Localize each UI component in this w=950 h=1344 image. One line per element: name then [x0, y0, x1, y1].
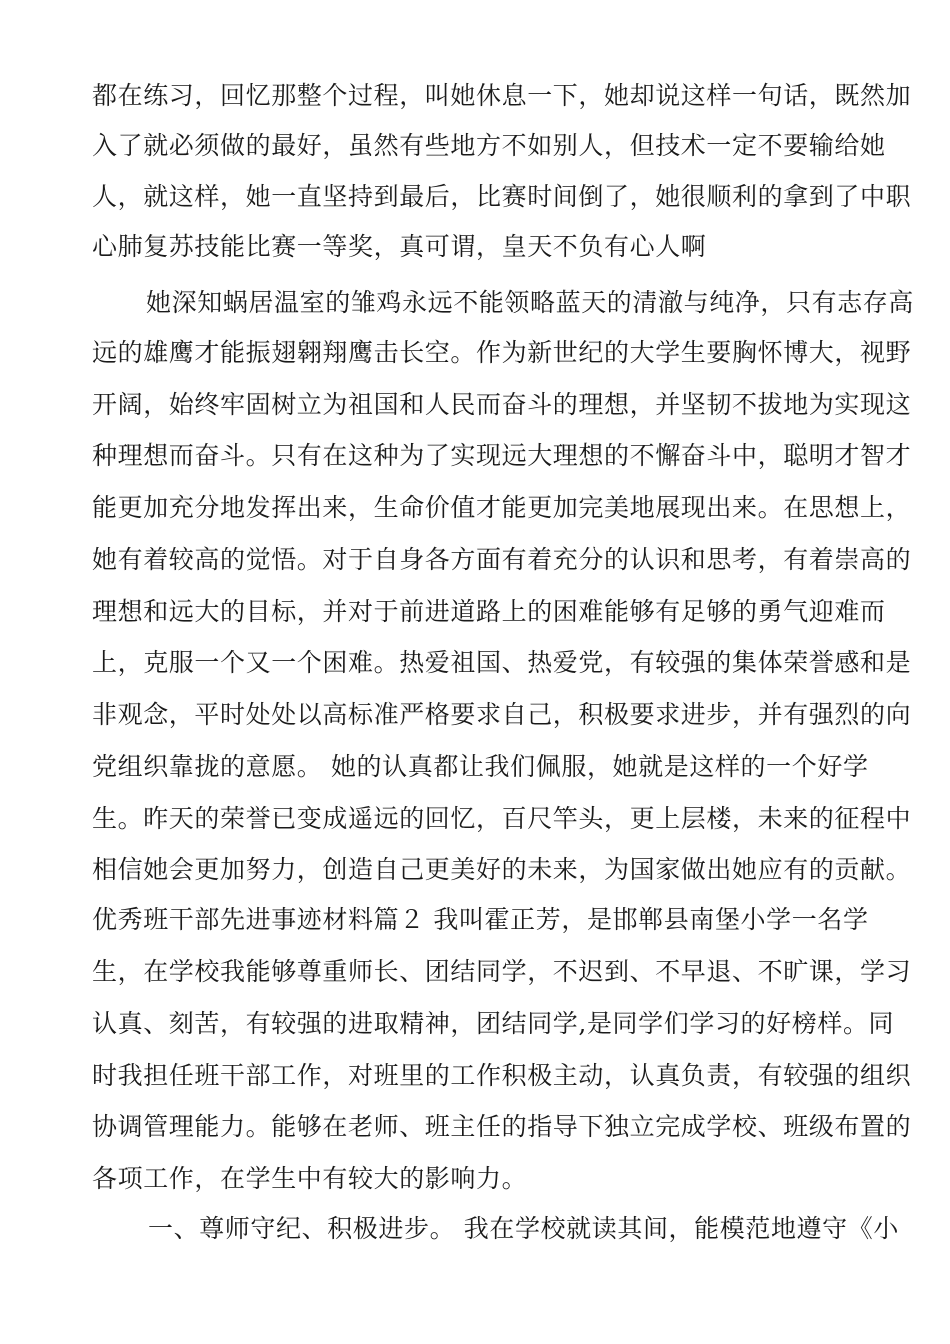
text-line: 相信她会更加努力，创造自己更美好的未来，为国家做出她应有的贡献。 — [92, 855, 912, 884]
text-line: 上，克服一个又一个困难。热爱祖国、热爱党，有较强的集体荣誉感和是 — [92, 648, 912, 677]
text-line: 人，就这样，她一直坚持到最后，比赛时间倒了，她很顺利的拿到了中职 — [92, 182, 912, 211]
text-line: 种理想而奋斗。只有在这种为了实现远大理想的不懈奋斗中，聪明才智才 — [92, 441, 912, 470]
paragraph-first-line: 她深知蜗居温室的雏鸡永远不能领略蓝天的清澈与纯净，只有志存高 — [146, 288, 915, 317]
text-line: 理想和远大的目标，并对于前进道路上的困难能够有足够的勇气迎难而 — [92, 597, 886, 626]
text-line: 她有着较高的觉悟。对于自身各方面有着充分的认识和思考，有着崇高的 — [92, 545, 912, 574]
text-line: 入了就必须做的最好，虽然有些地方不如别人，但技术一定不要输给她 — [92, 131, 886, 160]
text-line: 时我担任班干部工作，对班里的工作积极主动，认真负责，有较强的组织 — [92, 1061, 912, 1090]
text-line: 党组织靠拢的意愿。 她的认真都让我们佩服，她就是这样的一个好学 — [92, 752, 869, 781]
numbered-point-line: 一、尊师守纪、积极进步。 我在学校就读其间，能模范地遵守《小 — [148, 1214, 899, 1243]
text-line: 生，在学校我能够尊重师长、团结同学，不迟到、不早退、不旷课，学习 — [92, 957, 912, 986]
text-line: 协调管理能力。能够在老师、班主任的指导下独立完成学校、班级布置的 — [92, 1112, 912, 1141]
section-heading-line: 优秀班干部先进事迹材料篇２ 我叫霍正芳，是邯郸县南堡小学一名学 — [92, 905, 869, 934]
text-line: 远的雄鹰才能振翅翱翔鹰击长空。作为新世纪的大学生要胸怀博大，视野 — [92, 338, 912, 367]
text-line: 生。昨天的荣誉已变成遥远的回忆，百尺竿头，更上层楼，未来的征程中 — [92, 804, 912, 833]
text-line: 能更加充分地发挥出来，生命价值才能更加完美地展现出来。在思想上， — [92, 493, 912, 522]
text-line: 都在练习，回忆那整个过程，叫她休息一下，她却说这样一句话，既然加 — [92, 81, 912, 110]
text-line: 认真、刻苦，有较强的进取精神，团结同学,是同学们学习的好榜样。同 — [92, 1009, 895, 1038]
text-line: 心肺复苏技能比赛一等奖，真可谓，皇天不负有心人啊 — [92, 232, 707, 261]
text-line: 非观念，平时处处以高标准严格要求自己，积极要求进步，并有强烈的向 — [92, 700, 912, 729]
text-line: 开阔，始终牢固树立为祖国和人民而奋斗的理想，并坚韧不拔地为实现这 — [92, 390, 912, 419]
text-line: 各项工作，在学生中有较大的影响力。 — [92, 1164, 528, 1193]
